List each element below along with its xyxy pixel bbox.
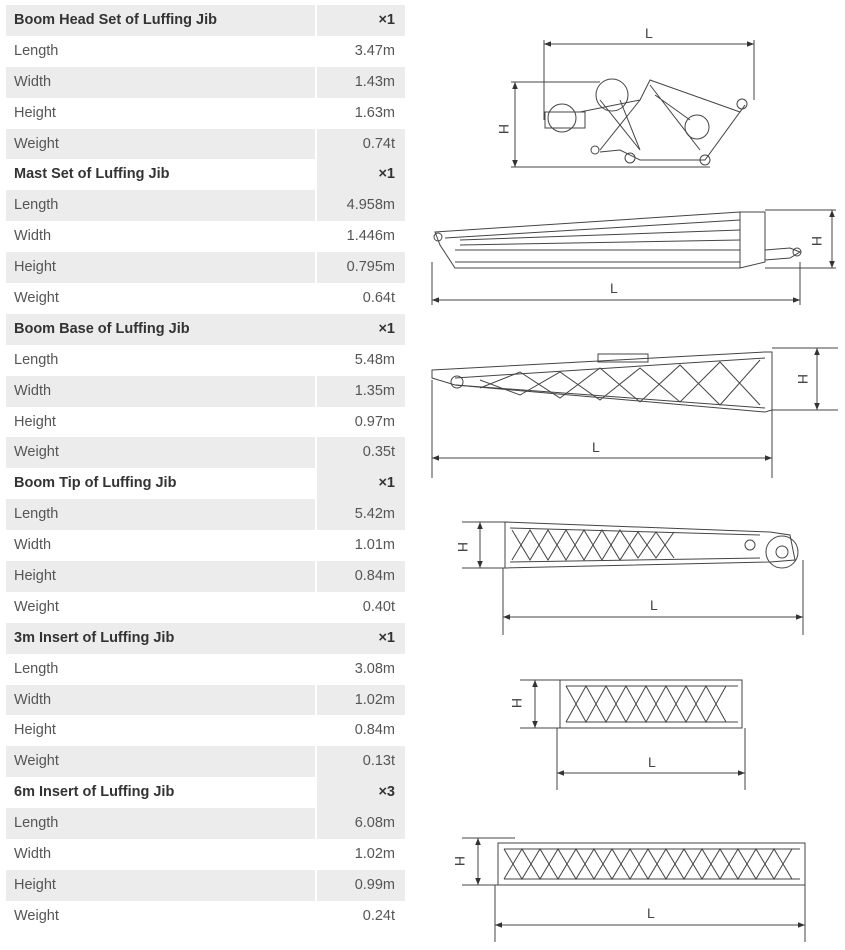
spec-value: 1.63m	[354, 104, 395, 121]
spec-value: 0.74t	[317, 129, 405, 160]
insert-3m-drawing	[520, 680, 745, 790]
spec-value: 5.42m	[317, 499, 405, 530]
height-label: H	[455, 542, 471, 553]
spec-value: 6.08m	[317, 808, 405, 839]
length-label: L	[647, 905, 655, 921]
mast-drawing	[432, 210, 836, 305]
section-title: Boom Tip of Luffing Jib	[6, 468, 315, 499]
length-label: L	[610, 280, 618, 296]
spec-value: 0.35t	[317, 437, 405, 468]
spec-value: 1.35m	[317, 376, 405, 407]
length-label: L	[592, 439, 600, 455]
spec-value: 0.24t	[362, 907, 395, 924]
spec-label: Width	[14, 537, 52, 554]
spec-label: Weight	[14, 290, 59, 307]
height-label: H	[795, 374, 811, 385]
section-quantity: ×3	[317, 777, 405, 808]
spec-value: 1.02m	[354, 846, 395, 863]
height-label: H	[509, 698, 525, 709]
spec-label: Width	[14, 228, 52, 245]
boom-head-drawing	[511, 40, 754, 167]
spec-value: 1.446m	[346, 228, 395, 245]
height-label: H	[452, 856, 468, 867]
spec-label: Length	[6, 499, 315, 530]
section-title: 6m Insert of Luffing Jib	[6, 777, 315, 808]
section-quantity: ×1	[317, 623, 405, 654]
spec-label: Height	[6, 252, 315, 283]
spec-value: 0.13t	[317, 746, 405, 777]
spec-label: Height	[14, 722, 56, 739]
boom-tip-drawing	[462, 522, 803, 635]
insert-6m-drawing	[462, 838, 805, 942]
section-quantity: ×1	[317, 468, 405, 499]
spec-label: Length	[14, 660, 59, 677]
section-title: Mast Set of Luffing Jib	[6, 159, 315, 190]
spec-label: Width	[6, 376, 315, 407]
spec-value: 1.01m	[354, 537, 395, 554]
spec-label: Height	[6, 870, 315, 901]
spec-label: Width	[6, 67, 315, 98]
spec-label: Length	[6, 808, 315, 839]
spec-value: 0.97m	[354, 413, 395, 430]
spec-label: Length	[14, 42, 59, 59]
spec-value: 4.958m	[317, 190, 405, 221]
height-label: H	[496, 124, 512, 135]
section-title: 3m Insert of Luffing Jib	[6, 623, 315, 654]
spec-value: 3.08m	[354, 660, 395, 677]
spec-value: 1.02m	[317, 685, 405, 716]
boom-base-drawing	[432, 348, 838, 478]
length-label: L	[648, 754, 656, 770]
spec-label: Weight	[6, 746, 315, 777]
length-label: L	[645, 25, 653, 41]
spec-label: Width	[14, 846, 52, 863]
length-label: L	[650, 597, 658, 613]
spec-label: Length	[14, 351, 59, 368]
section-title: Boom Head Set of Luffing Jib	[6, 5, 315, 36]
spec-label: Width	[6, 685, 315, 716]
spec-label: Weight	[6, 437, 315, 468]
spec-value: 1.43m	[317, 67, 405, 98]
section-quantity: ×1	[317, 5, 405, 36]
spec-label: Height	[14, 413, 56, 430]
section-quantity: ×1	[317, 159, 405, 190]
spec-label: Height	[6, 561, 315, 592]
spec-label: Weight	[14, 907, 59, 924]
spec-value: 0.84m	[354, 722, 395, 739]
spec-value: 0.40t	[362, 598, 395, 615]
spec-label: Weight	[6, 129, 315, 160]
spec-label: Length	[6, 190, 315, 221]
spec-value: 0.64t	[362, 290, 395, 307]
spec-value: 0.84m	[317, 561, 405, 592]
spec-value: 3.47m	[354, 42, 395, 59]
spec-label: Height	[14, 104, 56, 121]
spec-value: 0.99m	[317, 870, 405, 901]
spec-label: Weight	[14, 598, 59, 615]
spec-value: 0.795m	[317, 252, 405, 283]
spec-value: 5.48m	[354, 351, 395, 368]
section-quantity: ×1	[317, 314, 405, 345]
height-label: H	[809, 236, 825, 247]
section-title: Boom Base of Luffing Jib	[6, 314, 315, 345]
